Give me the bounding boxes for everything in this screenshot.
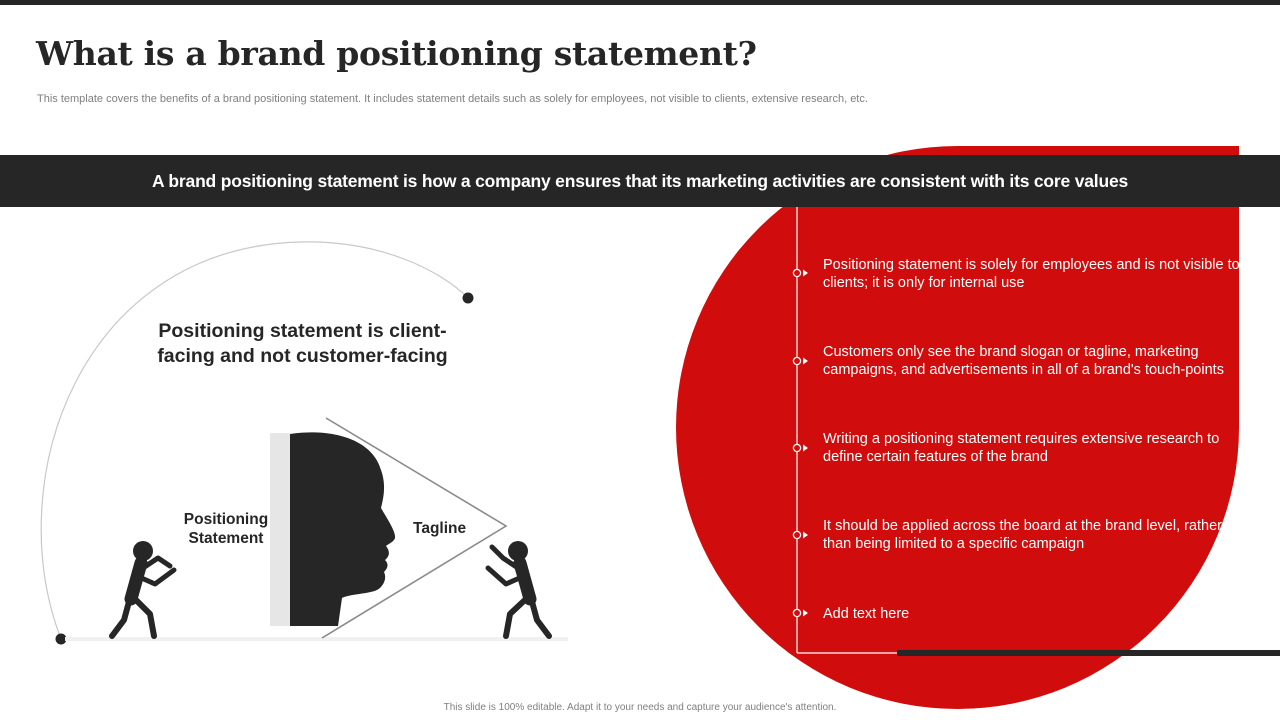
circle-arrow-bullet-icon (792, 607, 808, 619)
ground-line (65, 637, 568, 641)
arc-endpoint-icon (463, 293, 474, 304)
point-item: It should be applied across the board at the brand level, rather than being limited to a specific campaign (823, 518, 1223, 552)
arc-endpoint-icon (56, 634, 67, 645)
diagram-center-text: Positioning statement is client-facing and not customer-facing (157, 320, 448, 367)
tagline-label: Tagline (413, 520, 467, 537)
slide-title: What is a brand positioning statement? (36, 34, 757, 73)
point-item[interactable]: Add text here (823, 606, 910, 622)
circle-arrow-bullet-icon (792, 267, 808, 279)
point-item: Positioning statement is solely for employees and is not visible to clients; it is only for internal use (823, 257, 1240, 291)
circle-arrow-bullet-icon (792, 355, 808, 367)
person-pushing-icon (112, 541, 174, 636)
footer-note: This slide is 100% editable. Adapt it to your needs and capture your audience's attention. (443, 702, 837, 713)
circle-arrow-bullet-icon (792, 442, 808, 454)
point-item: Writing a positioning statement requires extensive research to define certain features of the brand (823, 431, 1220, 465)
person-pulling-icon (488, 541, 549, 636)
arc-line (41, 242, 468, 639)
slide-subtitle: This template covers the benefits of a brand positioning statement. It includes statement details such as solely for employees, not visible to clients, extensive research, etc. (37, 93, 868, 105)
banner-text: A brand positioning statement is how a company ensures that its marketing activities are consistent with its core values (151, 170, 1129, 191)
point-item: Customers only see the brand slogan or tagline, marketing campaigns, and advertisements in all of a brand's touch-points (823, 344, 1224, 378)
positioning-statement-label: Positioning Statement (183, 511, 269, 547)
circle-arrow-bullet-icon (792, 529, 808, 541)
bottom-accent-bar (897, 650, 1280, 656)
head-silhouette-icon (290, 432, 395, 626)
